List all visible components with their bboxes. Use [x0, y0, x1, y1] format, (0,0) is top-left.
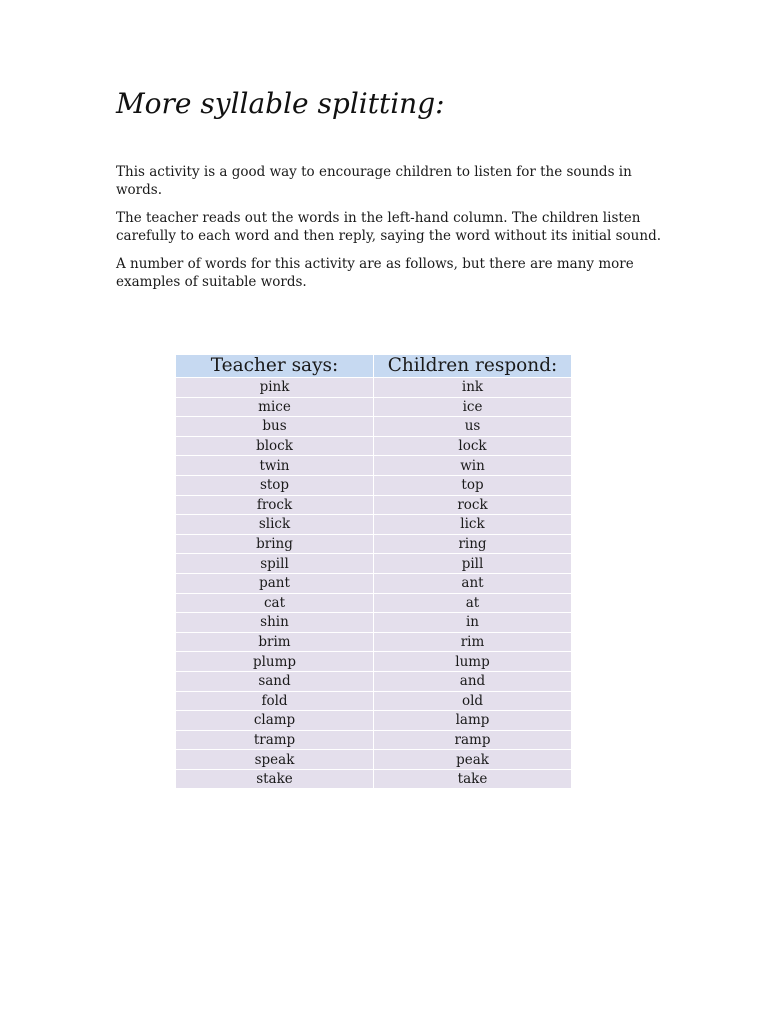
- intro-paragraph: This activity is a good way to encourage children to listen for the sounds in words.: [116, 164, 632, 198]
- child-response-cell: lick: [374, 515, 572, 535]
- table-row: [176, 691, 572, 711]
- child-response-cell: ink: [374, 378, 572, 398]
- teacher-word-cell: bus: [176, 417, 374, 437]
- table-row: [176, 769, 572, 789]
- teacher-word-cell: slick: [176, 515, 374, 535]
- child-response-cell: in: [374, 613, 572, 633]
- teacher-word-cell: spill: [176, 554, 374, 574]
- table-row: [176, 730, 572, 750]
- table-row: [176, 573, 572, 593]
- table-row: [176, 652, 572, 672]
- table-row: [176, 495, 572, 515]
- table-row: [176, 378, 572, 398]
- teacher-word-cell: pink: [176, 378, 374, 398]
- table-row: [176, 750, 572, 770]
- child-response-cell: lump: [374, 652, 572, 672]
- child-response-cell: top: [374, 475, 572, 495]
- teacher-word-cell: brim: [176, 632, 374, 652]
- child-response-cell: peak: [374, 750, 572, 770]
- child-response-cell: us: [374, 417, 572, 437]
- instructions-paragraph: The teacher reads out the words in the left-hand column. The children listen carefully to each word and then reply, saying the word without its initial sound.: [116, 210, 662, 244]
- child-response-cell: and: [374, 671, 572, 691]
- table-row: [176, 711, 572, 731]
- child-response-cell: old: [374, 691, 572, 711]
- teacher-word-cell: cat: [176, 593, 374, 613]
- teacher-word-cell: tramp: [176, 730, 374, 750]
- child-response-cell: pill: [374, 554, 572, 574]
- word-table: [175, 354, 572, 789]
- table-row: [176, 397, 572, 417]
- table-header-row: [176, 355, 572, 378]
- table-row: [176, 554, 572, 574]
- teacher-word-cell: sand: [176, 671, 374, 691]
- child-response-cell: ice: [374, 397, 572, 417]
- teacher-word-cell: speak: [176, 750, 374, 770]
- child-response-cell: win: [374, 456, 572, 476]
- table-row: [176, 632, 572, 652]
- header-children-respond: Children respond:: [374, 355, 572, 378]
- examples-paragraph: A number of words for this activity are as follows, but there are many more examples of suitable words.: [116, 256, 634, 290]
- child-response-cell: take: [374, 769, 572, 789]
- teacher-word-cell: bring: [176, 534, 374, 554]
- table-row: [176, 436, 572, 456]
- child-response-cell: at: [374, 593, 572, 613]
- child-response-cell: ant: [374, 573, 572, 593]
- teacher-word-cell: frock: [176, 495, 374, 515]
- teacher-word-cell: clamp: [176, 711, 374, 731]
- child-response-cell: rim: [374, 632, 572, 652]
- teacher-word-cell: plump: [176, 652, 374, 672]
- child-response-cell: lamp: [374, 711, 572, 731]
- teacher-word-cell: twin: [176, 456, 374, 476]
- teacher-word-cell: stake: [176, 769, 374, 789]
- table-row: [176, 613, 572, 633]
- teacher-word-cell: stop: [176, 475, 374, 495]
- table-row: [176, 475, 572, 495]
- child-response-cell: ring: [374, 534, 572, 554]
- table-row: [176, 515, 572, 535]
- child-response-cell: ramp: [374, 730, 572, 750]
- table-body: [176, 378, 572, 789]
- child-response-cell: lock: [374, 436, 572, 456]
- page-title: More syllable splitting:: [116, 87, 445, 120]
- header-teacher-says: Teacher says:: [176, 355, 374, 378]
- table-row: [176, 417, 572, 437]
- teacher-word-cell: fold: [176, 691, 374, 711]
- teacher-word-cell: shin: [176, 613, 374, 633]
- table-row: [176, 534, 572, 554]
- teacher-word-cell: pant: [176, 573, 374, 593]
- teacher-word-cell: mice: [176, 397, 374, 417]
- table-row: [176, 456, 572, 476]
- intro-text: [116, 164, 661, 302]
- table-row: [176, 593, 572, 613]
- table-row: [176, 671, 572, 691]
- child-response-cell: rock: [374, 495, 572, 515]
- teacher-word-cell: block: [176, 436, 374, 456]
